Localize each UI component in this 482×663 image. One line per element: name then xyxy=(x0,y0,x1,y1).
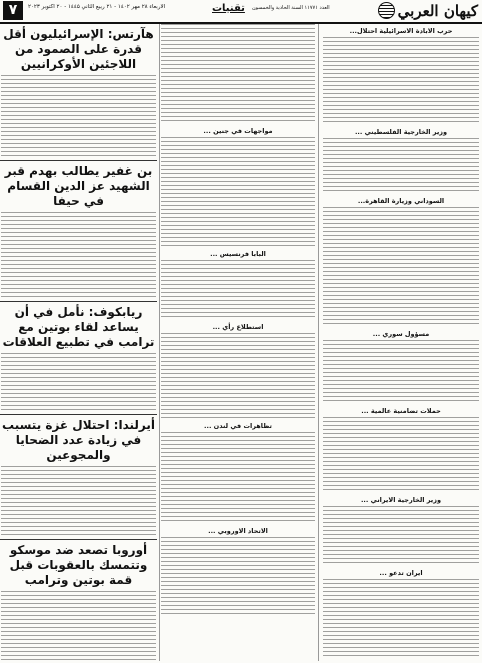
headline: أيرلندا: احتلال غزة يتسبب في زيادة عدد الضحايا والمجوعين xyxy=(1,418,155,462)
section-title: تقنيات xyxy=(212,3,245,14)
subheading: السوداني وزيارة القاهرة... xyxy=(357,197,445,205)
subheading: استطلاع رأي ... xyxy=(212,323,264,331)
headline: أوروبا تصعد ضد موسكو وتتمسك بالعقوبات قبل قمة بوتين وترامب xyxy=(9,543,148,587)
article-text xyxy=(323,207,479,327)
headline: هآرتس: الإسرائيليون أقل قدرة على الصمود من اللاجئين الأوكرانيين xyxy=(3,27,154,71)
article-text xyxy=(161,333,315,419)
subheading: وزير الخارجية الفلسطيني ... xyxy=(354,128,448,136)
article-text xyxy=(323,340,479,404)
subheading: الاتحاد الاوروبي ... xyxy=(208,527,268,535)
logo-text: كيهان العربي xyxy=(397,1,478,20)
headline: ريابكوف: نأمل في أن يساعد لقاء بوتين مع ترامب في تطبيع العلاقات xyxy=(2,305,155,349)
article-text xyxy=(1,466,156,536)
article-text xyxy=(323,37,479,125)
subheading: حملات تضامنية عالمية ... xyxy=(361,407,441,415)
subheading: البابا فرنسيس ... xyxy=(210,250,266,258)
subheading: ايران تدعو ... xyxy=(379,569,423,577)
article-text xyxy=(161,24,315,124)
column-middle xyxy=(160,24,319,661)
article-text xyxy=(161,537,315,617)
article-text xyxy=(323,579,479,659)
column-left xyxy=(0,24,160,661)
page-number: ۷ xyxy=(3,1,23,20)
article-text xyxy=(323,417,479,493)
logo xyxy=(378,1,478,20)
issue-info: العدد ١١٧٧١ السنة الحادية والخمسون xyxy=(252,5,330,11)
article-text xyxy=(1,591,156,661)
article-text xyxy=(323,506,479,566)
article-text xyxy=(161,432,315,524)
article-text xyxy=(161,137,315,247)
subheading: مسؤول سوري ... xyxy=(372,330,430,338)
article-text xyxy=(1,353,156,411)
dateline: الاربعاء ۲۸ مهر ۱٤۰۲ - ۲۱ ربيع الثاني ۱٤٤۵ - ۲۰ اكتوبر ۲۰۲۳ xyxy=(28,4,166,10)
article-text xyxy=(323,138,479,194)
article-text xyxy=(161,260,315,320)
subheading: مواجهات في جنين ... xyxy=(203,127,273,135)
headline: بن غفير يطالب بهدم قبر الشهيد عز الدين القسام في حيفا xyxy=(4,164,153,208)
article-text xyxy=(1,212,156,298)
globe-icon xyxy=(378,2,395,19)
subheading: تظاهرات في لندن ... xyxy=(204,422,272,430)
subheading: حرب الابادة الاسرائيلية احتلال... xyxy=(349,27,453,35)
masthead xyxy=(0,0,482,24)
article-text xyxy=(1,75,156,157)
column-right xyxy=(322,24,480,661)
subheading: وزير الخارجية الايراني ... xyxy=(360,496,442,504)
